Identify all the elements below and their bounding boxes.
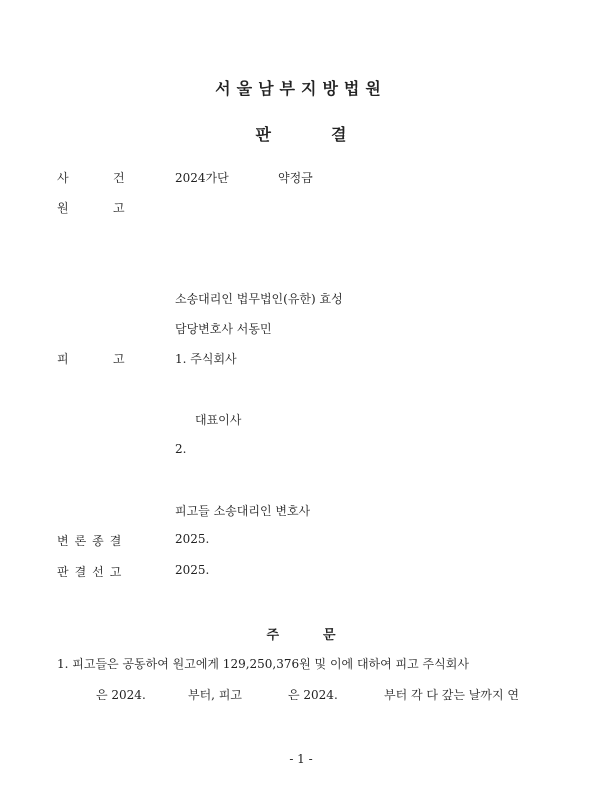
order-line-1: 1. 피고들은 공동하여 원고에게 129,250,376원 및 이에 대하여 피고 주식회사: [57, 657, 469, 671]
defendant-1: 1. 주식회사: [175, 352, 237, 366]
order-line-2c: 은 2024.: [288, 688, 338, 702]
judgment-date-label: 판결선고: [57, 565, 128, 579]
judgment-date: 2025.: [175, 563, 210, 577]
page-number: - 1 -: [289, 752, 313, 766]
plaintiff-label-2: 고: [113, 201, 125, 215]
case-label-2: 건: [113, 171, 125, 185]
case-number: 2024가단: [175, 171, 229, 185]
defendants-agent: 피고들 소송대리인 변호사: [175, 504, 311, 518]
plaintiff-label-1: 원: [57, 201, 69, 215]
case-label: [57, 169, 125, 186]
plaintiff-label: [57, 199, 125, 216]
hearing-end-label: 변론종결: [57, 534, 128, 548]
court-name: 서울남부지방법원: [215, 79, 387, 98]
order-line-2a: 은 2024.: [96, 688, 146, 702]
defendant-2: 2.: [175, 442, 187, 456]
document-title-part1: 판: [255, 125, 271, 144]
defendant-representative: 대표이사: [195, 413, 242, 427]
plaintiff-lawyer: 담당변호사 서동민: [175, 322, 272, 336]
order-title: [0, 624, 602, 643]
plaintiff-agent: 소송대리인 법무법인(유한) 효성: [175, 292, 343, 306]
order-title-2: 문: [323, 628, 336, 643]
case-name: 약정금: [278, 171, 313, 185]
order-line-2b: 부터, 피고: [188, 688, 242, 702]
defendant-label: [57, 350, 125, 367]
document-title-part2: 결: [331, 125, 347, 144]
order-title-1: 주: [266, 628, 279, 643]
defendant-label-2: 고: [113, 352, 125, 366]
document-title: [0, 122, 602, 145]
order-line-2d: 부터 각 다 갚는 날까지 연: [384, 688, 519, 702]
hearing-end-date: 2025.: [175, 532, 210, 546]
case-label-1: 사: [57, 171, 69, 185]
defendant-label-1: 피: [57, 352, 69, 366]
